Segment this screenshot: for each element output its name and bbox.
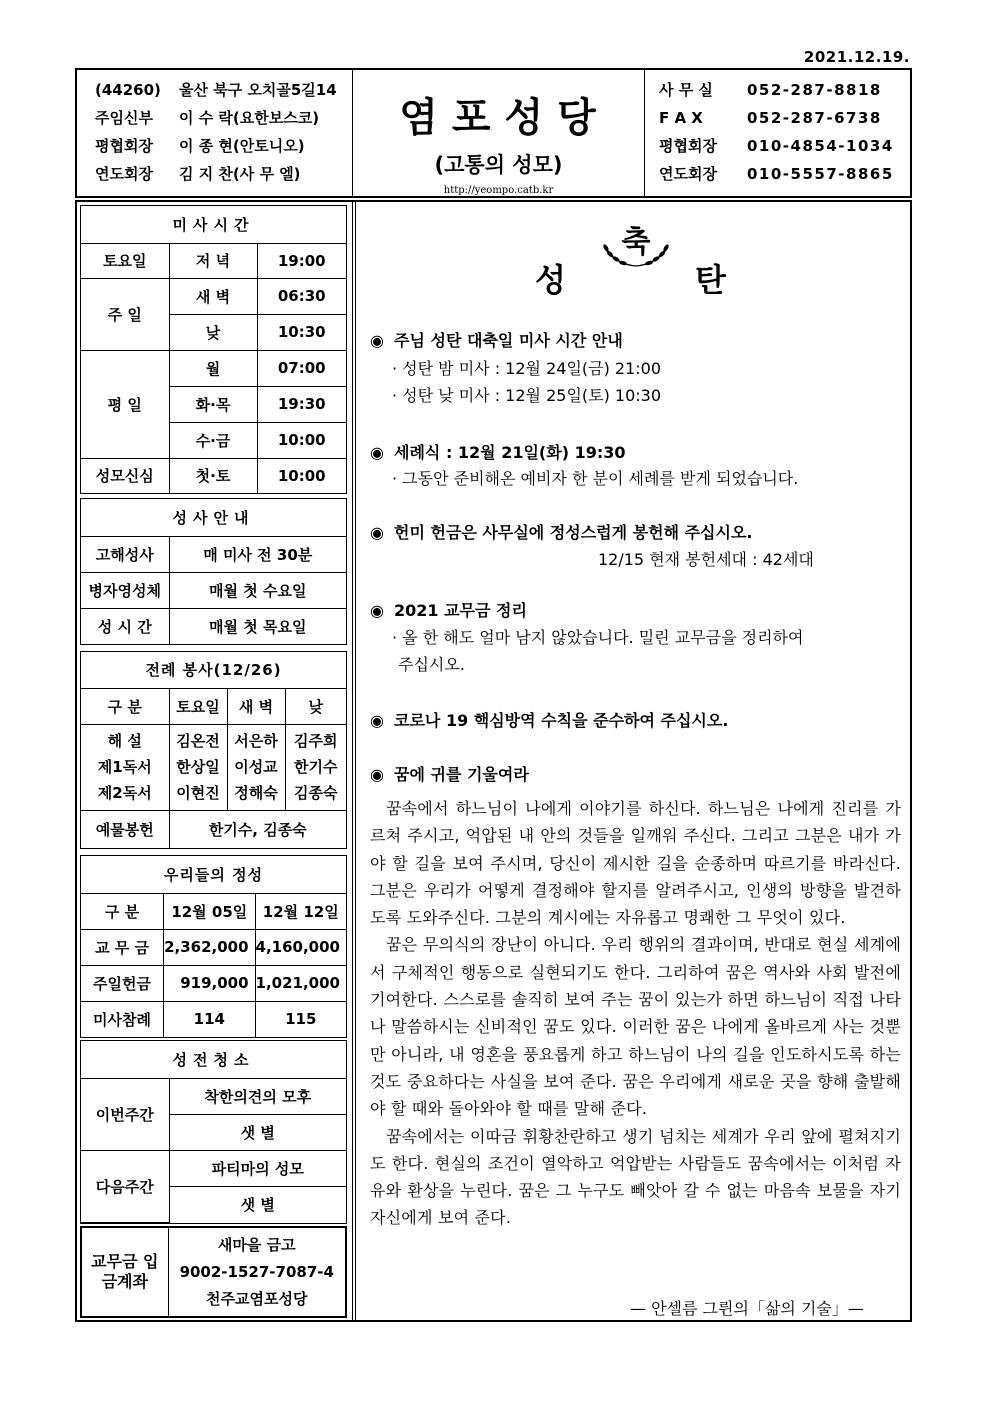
church-patron: (고통의 성모) [434,153,563,177]
paragraph: 꿈속에서 하느님이 나에게 이야기를 하신다. 하느님은 나에게 진리를 가르쳐 주시고, 억압된 내 안의 것들을 일깨워 주신다. 그리고 그분은 내가 가야 할 길을 보여 주시며, 당신이 제시한 길을 순종하며 따르기를 바라신다. 그분은 우리가 어떻게 결정해야 할지를 알려주시고, 인생의 방향을 발견하도록 도와주신다. 그분의 계시에는 자유롭고 명쾌한 그 무엇이 있다. [370,799,901,928]
liturgy-title: 전례 봉사(12/26) [81,652,346,688]
office-phone-row: 사 무 실 052-287-8818 [659,81,882,99]
notice-item: · 성탄 낮 미사 : 12월 25일(토) 10:30 [392,386,662,405]
fax-row: F A X 052-287-6738 [659,109,882,127]
paragraph: 꿈은 무의식의 장난이 아니다. 우리 행위의 결과이며, 반대로 현실 세계에서 구체적인 행동으로 실현되기도 한다. 그리하여 꿈은 역사와 사회 발전에 기여한다. 스스로를 솔직히 보여 주는 꿈이 있는가 하면 하느님이 직접 나타나 말씀하시는 신비적인 꿈도 있다. 이러한 꿈은 나에게 올바르게 사는 것뿐만 아니라, 내 영혼을 풍요롭게 하고 하느님이 나의 길을 인도하시도록 하는 것도 중요하다는 사실을 보여 준다. 꿈은 우리에게 새로운 곳을 향해 출발해야 할 때와 돌아와야 할 때를 말해 준다. [370,935,901,1119]
finance-table: 우리들의 정성 구 분 12월 05일 12월 12일 교 무 금 2,362,000 4,160,000 주일헌금 919,000 1,021,000 미사참례 114 115 [81,856,346,1037]
notice-covid: ◉ 코로나 19 핵심방역 수칙을 준수하여 주십시오. [370,711,729,730]
notice-item: · 올 한 해도 얼마 남지 않았습니다. 밀린 교무금을 정리하여 [392,628,804,647]
address-row: (44260) 울산 북구 오치골5길14 [95,81,337,99]
quote-source: — 안셀름 그륀의「삶의 기술」— [630,1299,864,1318]
title-left: 성 [535,261,566,299]
cleaning-title: 성전청소 [81,1041,346,1078]
liturgy-table: 전례 봉사(12/26) 구 분 토요일 새 벽 낮 해 설 제1독서 제2독서 김온전 한상일 이현진 서은하 이성교 정해숙 김주희 한기수 김종숙 예물봉헌 한기수, 김종숙 [81,652,346,848]
account-bank: 새마을 금고 [217,1235,296,1254]
account-table [82,1228,345,1316]
account-label: 교무금 입금계좌 [82,1228,168,1316]
mass-times-box [80,205,347,494]
account-number: 9002-1527-7087-4 [179,1262,334,1281]
council-phone-row: 평협회장 010-4854-1034 [659,137,894,155]
notice-dreams-heading: ◉ 꿈에 귀를 기울여라 [370,765,529,784]
notice-mass-schedule: ◉ 주님 성탄 대축일 미사 시간 안내 [370,331,623,350]
finance-title: 우리들의 정성 [81,856,346,893]
issue-date: 2021.12.19. [803,48,910,66]
church-title-block [353,70,645,196]
church-url[interactable]: http://yeompo.catb.kr [443,185,554,196]
prayer-president-row: 연도회장 김 지 찬(사 무 엘) [95,165,301,183]
church-name: 염포성당 [399,95,610,141]
laurel-wreath-icon [596,216,676,272]
sacraments-title: 성사안내 [81,499,346,536]
liturgy-box [80,651,347,849]
prayer-phone-row: 연도회장 010-5557-8865 [659,165,894,183]
contact-info [645,70,910,196]
council-president-row: 평협회장 이 종 현(안토니오) [95,137,305,155]
bulletin-header [75,68,912,198]
notice-offering: ◉ 헌미 헌금은 사무실에 정성스럽게 봉헌해 주십시오. [370,523,753,542]
finance-box [80,855,347,1038]
notice-item: · 그동안 준비해온 예비자 한 분이 세례를 받게 되었습니다. [392,469,799,488]
account-box [80,1226,347,1318]
notice-baptism: ◉ 세례식 : 12월 21일(화) 19:30 [370,443,626,462]
emblem-char: 축 [621,225,651,260]
cleaning-table: 성전청소 이번주간 착한의견의 모후 샛 별 다음주간 파티마의 성모 샛 별 [81,1041,346,1223]
notice-item: 주십시오. [398,655,465,674]
mass-times-table: 미사시간 토요일 저 녁 19:00 주 일 새 벽 06:30 낮 10:30 평 일 월 07:00 화·목 19:30 수·금 10:00 성모신심 첫·토 10:00 [81,206,346,493]
sacraments-table: 성사안내 고해성사 매 미사 전 30분 병자영성체 매월 첫 수요일 성 시 간 매월 첫 목요일 [81,499,346,644]
cleaning-box [80,1040,347,1224]
mass-times-title: 미사시간 [81,206,346,243]
sacraments-box [80,498,347,645]
notice-note: 12/15 현재 봉헌세대 : 42세대 [598,550,814,569]
notice-dues: ◉ 2021 교무금 정리 [370,601,527,620]
reflection-text [370,795,901,1232]
title-right: 탄 [695,261,726,299]
parish-info [77,70,353,196]
pastor-row: 주임신부 이 수 락(요한보스코) [95,109,320,127]
paragraph: 꿈속에서는 이따금 휘황찬란하고 생기 넘치는 세계가 우리 앞에 펼쳐지기도 한다. 현실의 조건이 열악하고 억압받는 사람들도 꿈속에서는 이처럼 자유와 환상을 누린다. 꿈은 그 누구도 빼앗아 갈 수 없는 마음속 보물을 자기 자신에게 보여 준다. [370,1126,901,1228]
column-divider [352,200,356,1322]
account-holder: 천주교염포성당 [206,1289,308,1308]
notice-item: · 성탄 밤 미사 : 12월 24일(금) 21:00 [392,359,662,378]
